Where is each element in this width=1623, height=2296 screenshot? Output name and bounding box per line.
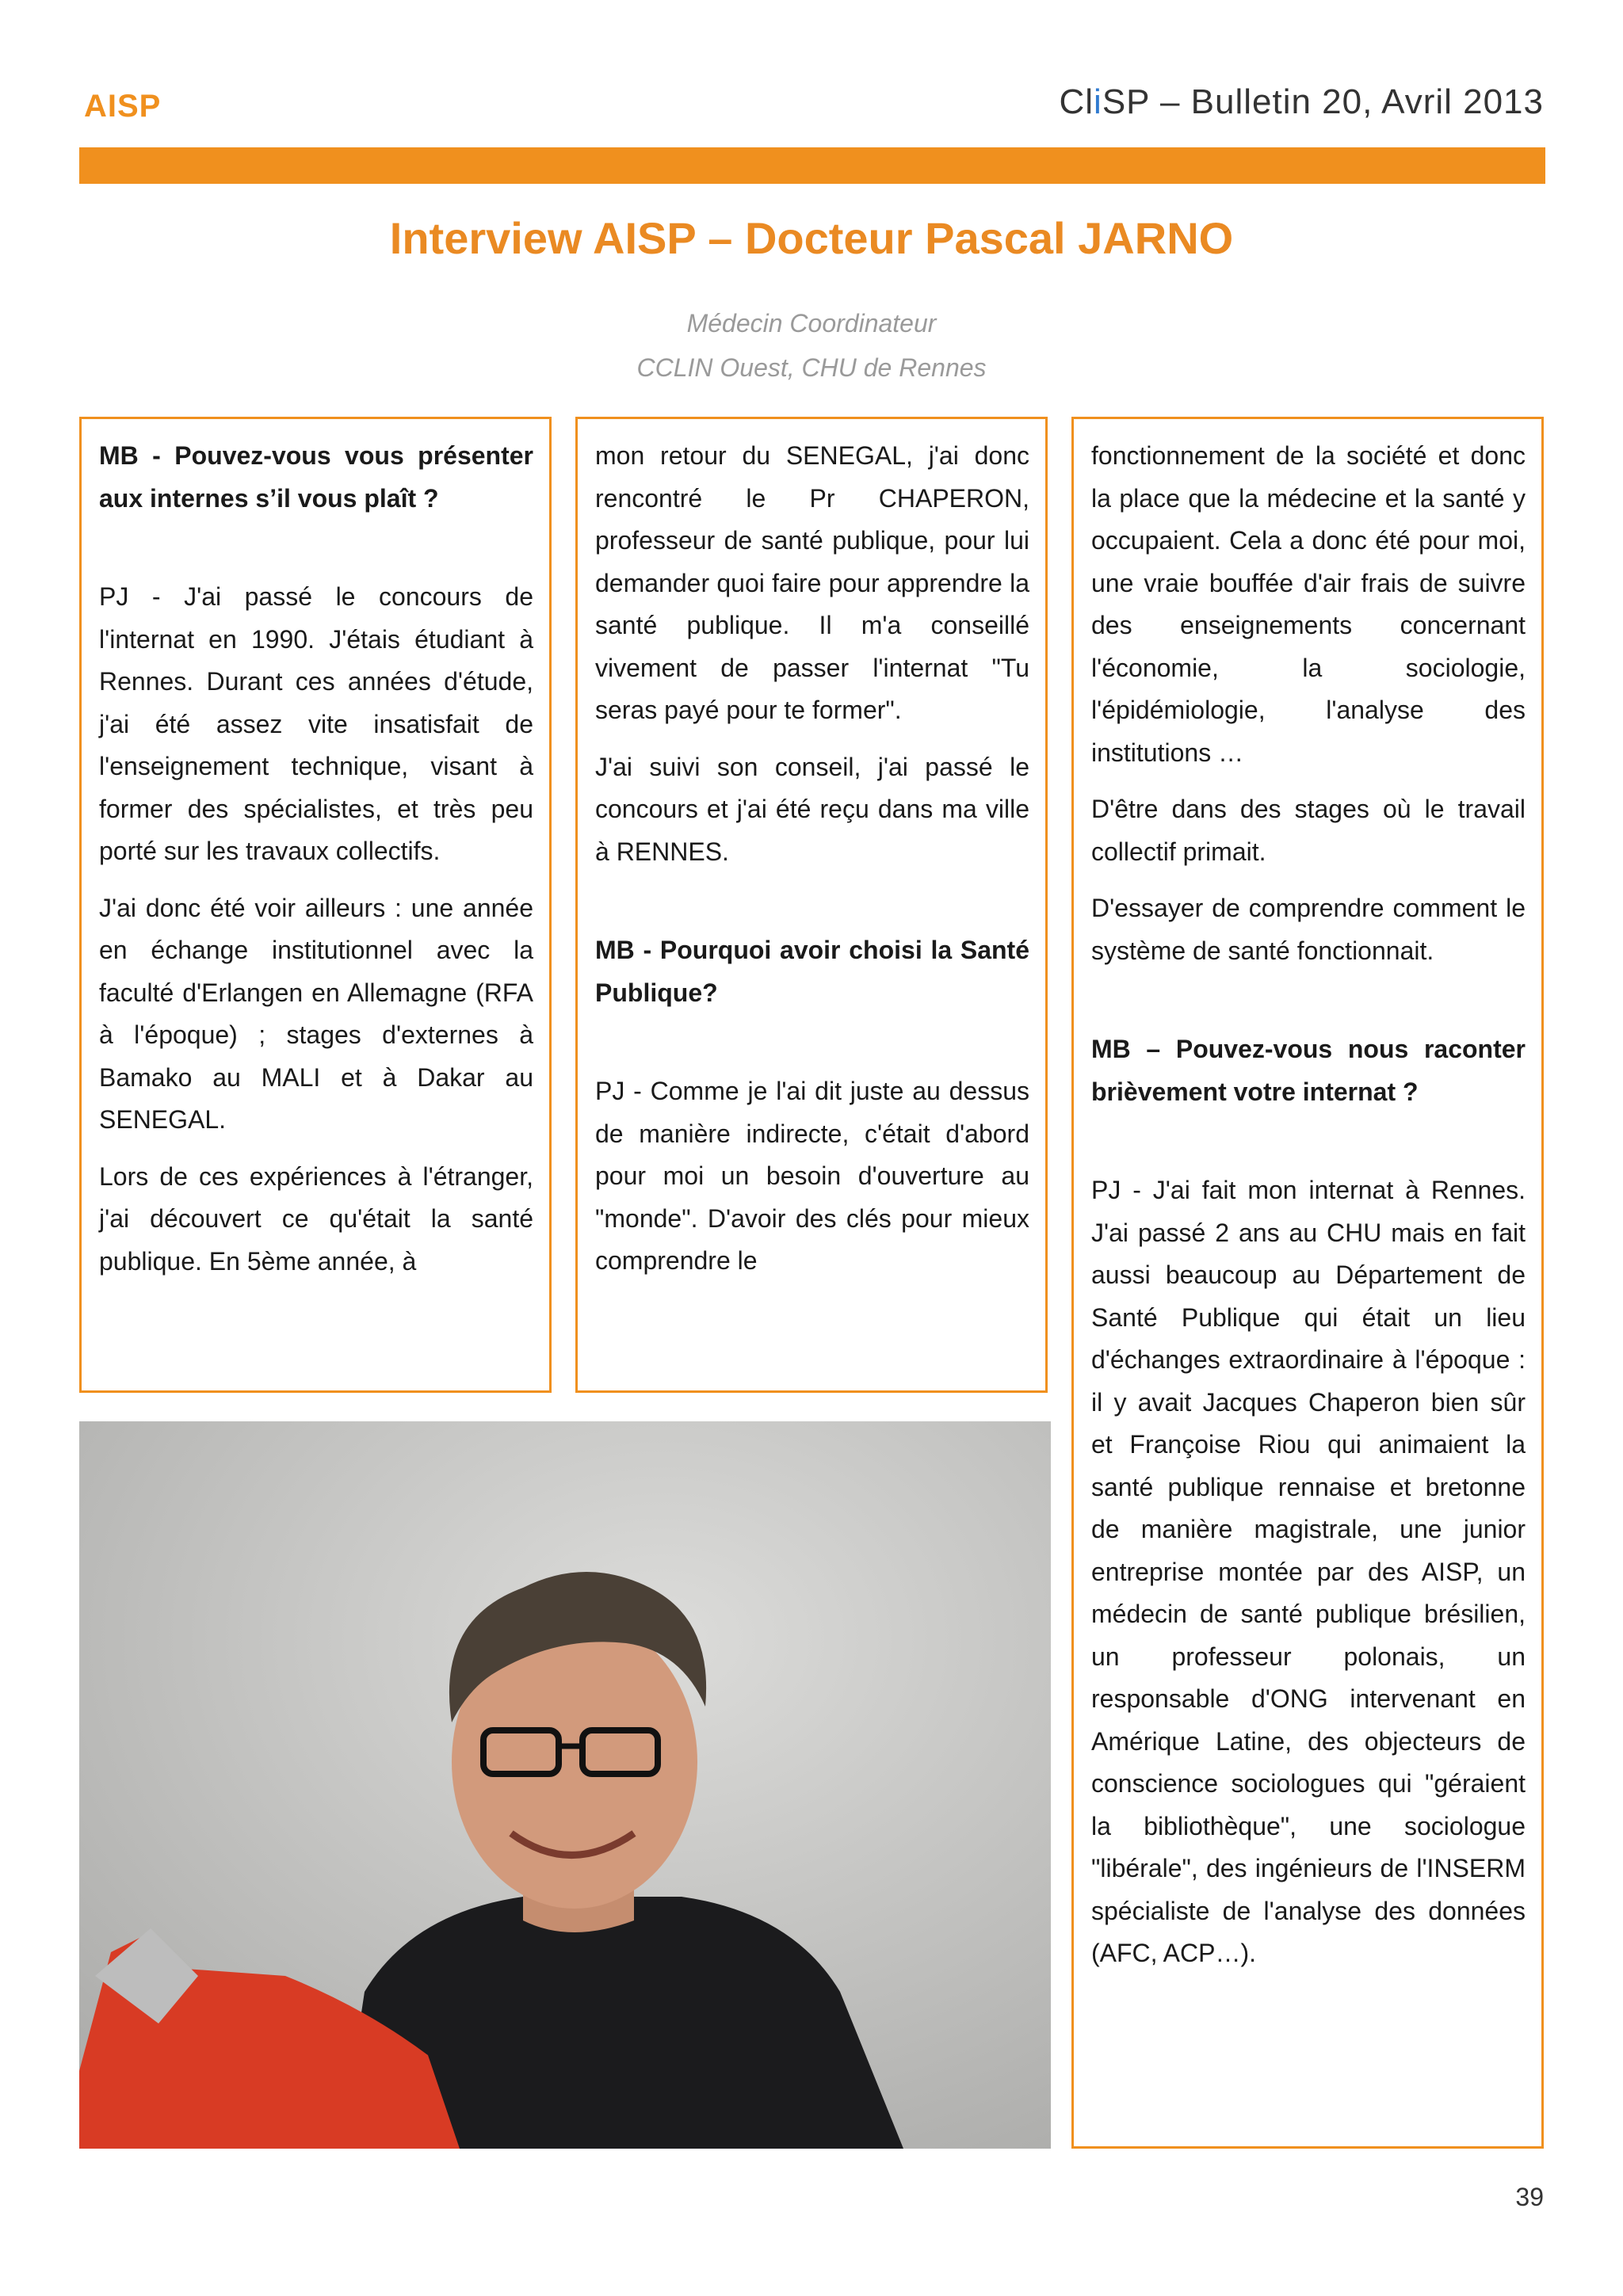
spacer <box>595 887 1029 929</box>
brand-suffix: SP <box>1102 82 1150 121</box>
answer-paragraph: D'essayer de comprendre comment le système de santé fonctionnait. <box>1091 894 1526 965</box>
question-2: MB - Pourquoi avoir choisi la Santé Publique? <box>595 936 1029 1007</box>
bulletin-header <box>1059 82 1544 122</box>
brand-prefix: Cl <box>1059 82 1094 121</box>
answer-paragraph: D'être dans des stages où le travail collectif primait. <box>1091 795 1526 866</box>
article-title: Interview AISP – Docteur Pascal JARNO <box>389 213 1234 263</box>
spacer <box>595 1028 1029 1070</box>
bulletin-info: – Bulletin 20, Avril 2013 <box>1149 82 1544 121</box>
answer-paragraph: mon retour du SENEGAL, j'ai donc rencontré le Pr CHAPERON, professeur de santé publique, pour lui demander quoi faire pour apprendre la santé publique. Il m'a conseillé vivement de passer l'internat "Tu seras payé pour te former". <box>595 441 1029 724</box>
brand-i: i <box>1094 82 1102 121</box>
header-bar <box>79 147 1545 184</box>
spacer <box>1091 986 1526 1028</box>
answer-paragraph: PJ - Comme je l'ai dit juste au dessus de manière indirecte, c'était d'abord pour moi un besoin d'ouverture au "monde". D'avoir des clés pour mieux comprendre le <box>595 1077 1029 1275</box>
answer-paragraph: PJ - J'ai passé le concours de l'internat en 1990. J'étais étudiant à Rennes. Durant ces années d'étude, j'ai été assez vite insatisfait de l'enseignement technique, visant à former des spécialistes, et très peu porté sur les travaux collectifs. <box>99 582 533 865</box>
portrait-illustration <box>79 1421 1051 2149</box>
question-3: MB – Pouvez-vous nous raconter brièvement votre internat ? <box>1091 1035 1526 1106</box>
section-label: AISP <box>84 89 162 124</box>
answer-paragraph: J'ai donc été voir ailleurs : une année en échange institutionnel avec la faculté d'Erlangen en Allemagne (RFA à l'époque) ; stages d'externes à Bamako au MALI et à Dakar au SENEGAL. <box>99 893 533 1134</box>
answer-paragraph: fonctionnement de la société et donc la place que la médecine et la santé y occupaient. Cela a donc été pour moi, une vraie bouffée d'air frais de suivre des enseignements concernant l'économie, la sociologie, l'épidémiologie, l'analyse des institutions … <box>1091 441 1526 767</box>
answer-paragraph: J'ai suivi son conseil, j'ai passé le concours et j'ai été reçu dans ma ville à RENNES. <box>595 752 1029 866</box>
subtitle-affiliation: CCLIN Ouest, CHU de Rennes <box>636 353 987 382</box>
portrait-photo <box>79 1421 1051 2149</box>
subtitle-role: Médecin Coordinateur <box>686 309 937 338</box>
question-1: MB - Pouvez-vous vous présenter aux internes s’il vous plaît ? <box>99 441 533 513</box>
text-column-1 <box>79 417 552 1393</box>
spacer <box>99 534 533 576</box>
text-column-3 <box>1071 417 1544 2149</box>
page-number: 39 <box>1515 2183 1544 2211</box>
answer-paragraph: PJ - J'ai fait mon internat à Rennes. J'ai passé 2 ans au CHU mais en fait aussi beaucoup au Département de Santé Publique qui était un lieu d'échanges extraordinaire à l'époque : il y avait Jacques Chaperon bien sûr et Françoise Riou qui animaient la santé publique rennaise et bretonne de manière magistrale, une junior entreprise montée par des AISP, un médecin de santé publique brésilien, un professeur polonais, un responsable d'ONG intervenant en Amérique Latine, des objecteurs de conscience sociologues qui "géraient la bibliothèque", une sociologue "libérale", des ingénieurs de l'INSERM spécialiste de l'analyse des données (AFC, ACP…). <box>1091 1176 1526 1967</box>
answer-paragraph: Lors de ces expériences à l'étranger, j'ai découvert ce qu'était la santé publique. En 5ème année, à <box>99 1161 533 1276</box>
text-column-2 <box>575 417 1048 1393</box>
spacer <box>1091 1127 1526 1169</box>
article-subtitle <box>0 301 1623 390</box>
